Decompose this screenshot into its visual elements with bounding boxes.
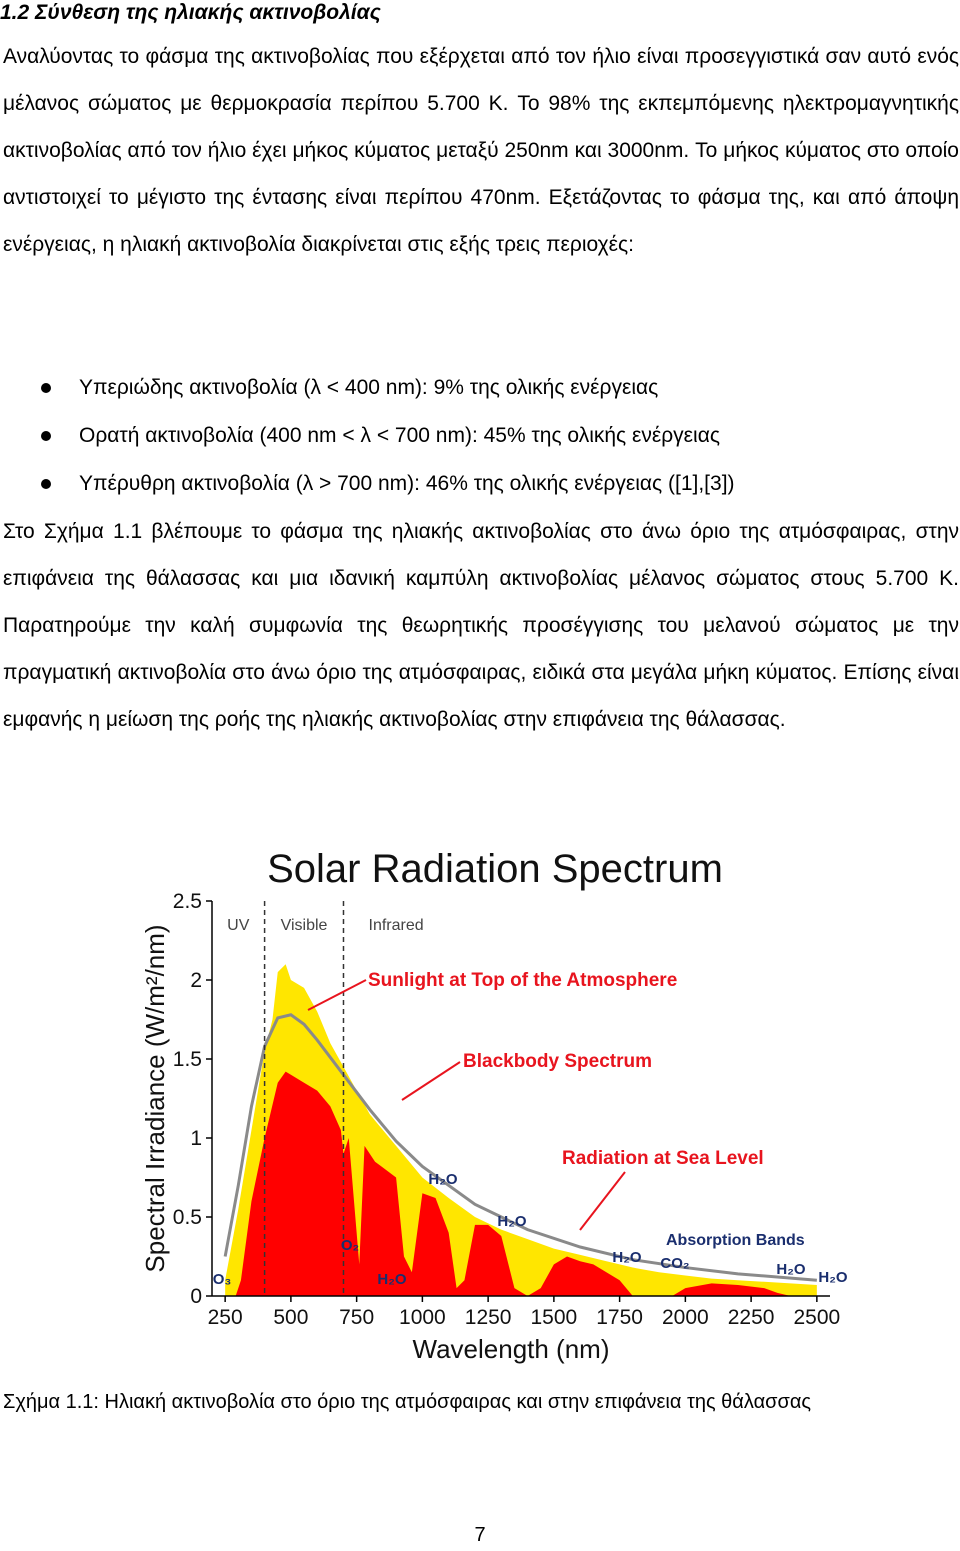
bullet-list	[0, 364, 735, 508]
annotation-sea-level: Radiation at Sea Level	[562, 1148, 764, 1169]
bullet-text: Υπεριώδης ακτινοβολία (λ < 400 nm): 9% της ολικής ενέργειας	[79, 376, 659, 399]
x-tick-label: 750	[339, 1306, 375, 1329]
x-tick-label: 1000	[399, 1306, 446, 1329]
section-heading: 1.2 Σύνθεση της ηλιακής ακτινοβολίας	[0, 1, 381, 24]
y-tick-label: 1	[190, 1127, 202, 1150]
y-tick-label: 2.5	[172, 890, 202, 913]
figure-description-paragraph: Στο Σχήμα 1.1 βλέπουμε το φάσμα της ηλιακής ακτινοβολίας στο άνω όριο της ατμόσφαιρας, στην επιφάνεια της θάλασσας και μια ιδανική καμπύλη ακτινοβολίας μέλανος σώματος στους 5.700 K. Παρατηρούμε την καλή συμφωνία της θεωρητικής προσέγγισης του μελανού σώματος με την πραγματική ακτινοβολία στο άνω όριο της ατμόσφαιρας, ειδικά στα μεγάλα μήκη κύματος. Επίσης είναι εμφανής η μείωση της ροής της ηλιακής ακτινοβολίας στην επιφάνεια της θάλασσας.	[3, 520, 959, 731]
x-tick-label: 250	[207, 1306, 243, 1329]
bullet-dot-icon	[41, 383, 51, 393]
molecule-label-7: H₂O	[776, 1261, 806, 1278]
x-tick-label: 1750	[596, 1306, 643, 1329]
bullet-dot-icon	[41, 431, 51, 441]
molecule-label-5: H₂O	[612, 1249, 642, 1266]
bullet-item-visible	[0, 412, 735, 460]
x-tick-label: 2000	[662, 1306, 709, 1329]
x-tick-label: 1500	[530, 1306, 578, 1329]
region-label-infrared: Infrared	[368, 917, 424, 934]
bullet-text: Ορατή ακτινοβολία (400 nm < λ < 700 nm): 45% της ολικής ενέργειας	[79, 424, 720, 447]
molecule-label-3: H₂O	[428, 1171, 458, 1188]
bullet-item-uv	[0, 364, 735, 412]
y-tick-label: 1.5	[172, 1048, 202, 1071]
molecule-label-8: H₂O	[818, 1269, 848, 1286]
molecule-label-6: CO₂	[660, 1255, 690, 1272]
annotation-arrow-top	[308, 980, 366, 1010]
y-tick-label: 2	[190, 969, 202, 992]
x-tick-label: 2500	[793, 1306, 841, 1329]
chart-title: Solar Radiation Spectrum	[267, 847, 723, 891]
figure-caption: Σχήμα 1.1: Ηλιακή ακτινοβολία στο όριο της ατμόσφαιρας και στην επιφάνεια της θάλασσας	[3, 1391, 812, 1413]
molecule-label-2: H₂O	[377, 1271, 407, 1288]
x-tick-label: 1250	[464, 1306, 512, 1329]
x-axis-label: Wavelength (nm)	[412, 1334, 610, 1364]
region-label-uv: UV	[227, 917, 250, 934]
molecule-label-4: H₂O	[497, 1213, 527, 1230]
annotation-top-of-atmosphere: Sunlight at Top of the Atmosphere	[368, 970, 678, 991]
intro-paragraph: Αναλύοντας το φάσμα της ακτινοβολίας που εξέρχεται από τον ήλιο είναι προσεγγιστικά σαν αυτό ενός μέλανος σώματος με θερμοκρασία περίπου 5.700 K. Το 98% της εκπεμπόμενης ηλεκτρομαγνητικής ακτινοβολίας από τον ήλιο έχει μήκος κύματος μεταξύ 250nm και 3000nm. Το μήκος κύματος στο οποίο αντιστοιχεί το μέγιστο της έντασης είναι περίπου 470nm. Εξετάζοντας το φάσμα της, και από άποψη ενέργειας, η ηλιακή ακτινοβολία διακρίνεται στις εξής τρεις περιοχές:	[3, 45, 959, 256]
annotation-blackbody: Blackbody Spectrum	[463, 1051, 652, 1072]
region-label-visible: Visible	[280, 917, 328, 934]
y-tick-label: 0	[190, 1285, 202, 1308]
annotation-arrow-sea	[580, 1172, 625, 1230]
bullet-item-infrared	[0, 460, 735, 508]
molecule-label-0: O₃	[212, 1271, 232, 1288]
y-axis-label: Spectral Irradiance (W/m²/nm)	[140, 924, 170, 1273]
molecule-label-1: O₂	[340, 1237, 360, 1254]
x-tick-label: 500	[273, 1306, 309, 1329]
y-tick-label: 0.5	[172, 1206, 202, 1229]
page-number: 7	[474, 1524, 486, 1546]
annotation-arrow-blackbody	[402, 1062, 460, 1100]
x-tick-label: 2250	[727, 1306, 775, 1329]
solar-spectrum-chart	[140, 838, 848, 1368]
bullet-text: Υπέρυθρη ακτινοβολία (λ > 700 nm): 46% της ολικής ενέργειας ([1],[3])	[79, 472, 735, 495]
annotation-absorption-bands: Absorption Bands	[666, 1232, 805, 1249]
bullet-dot-icon	[41, 479, 51, 489]
